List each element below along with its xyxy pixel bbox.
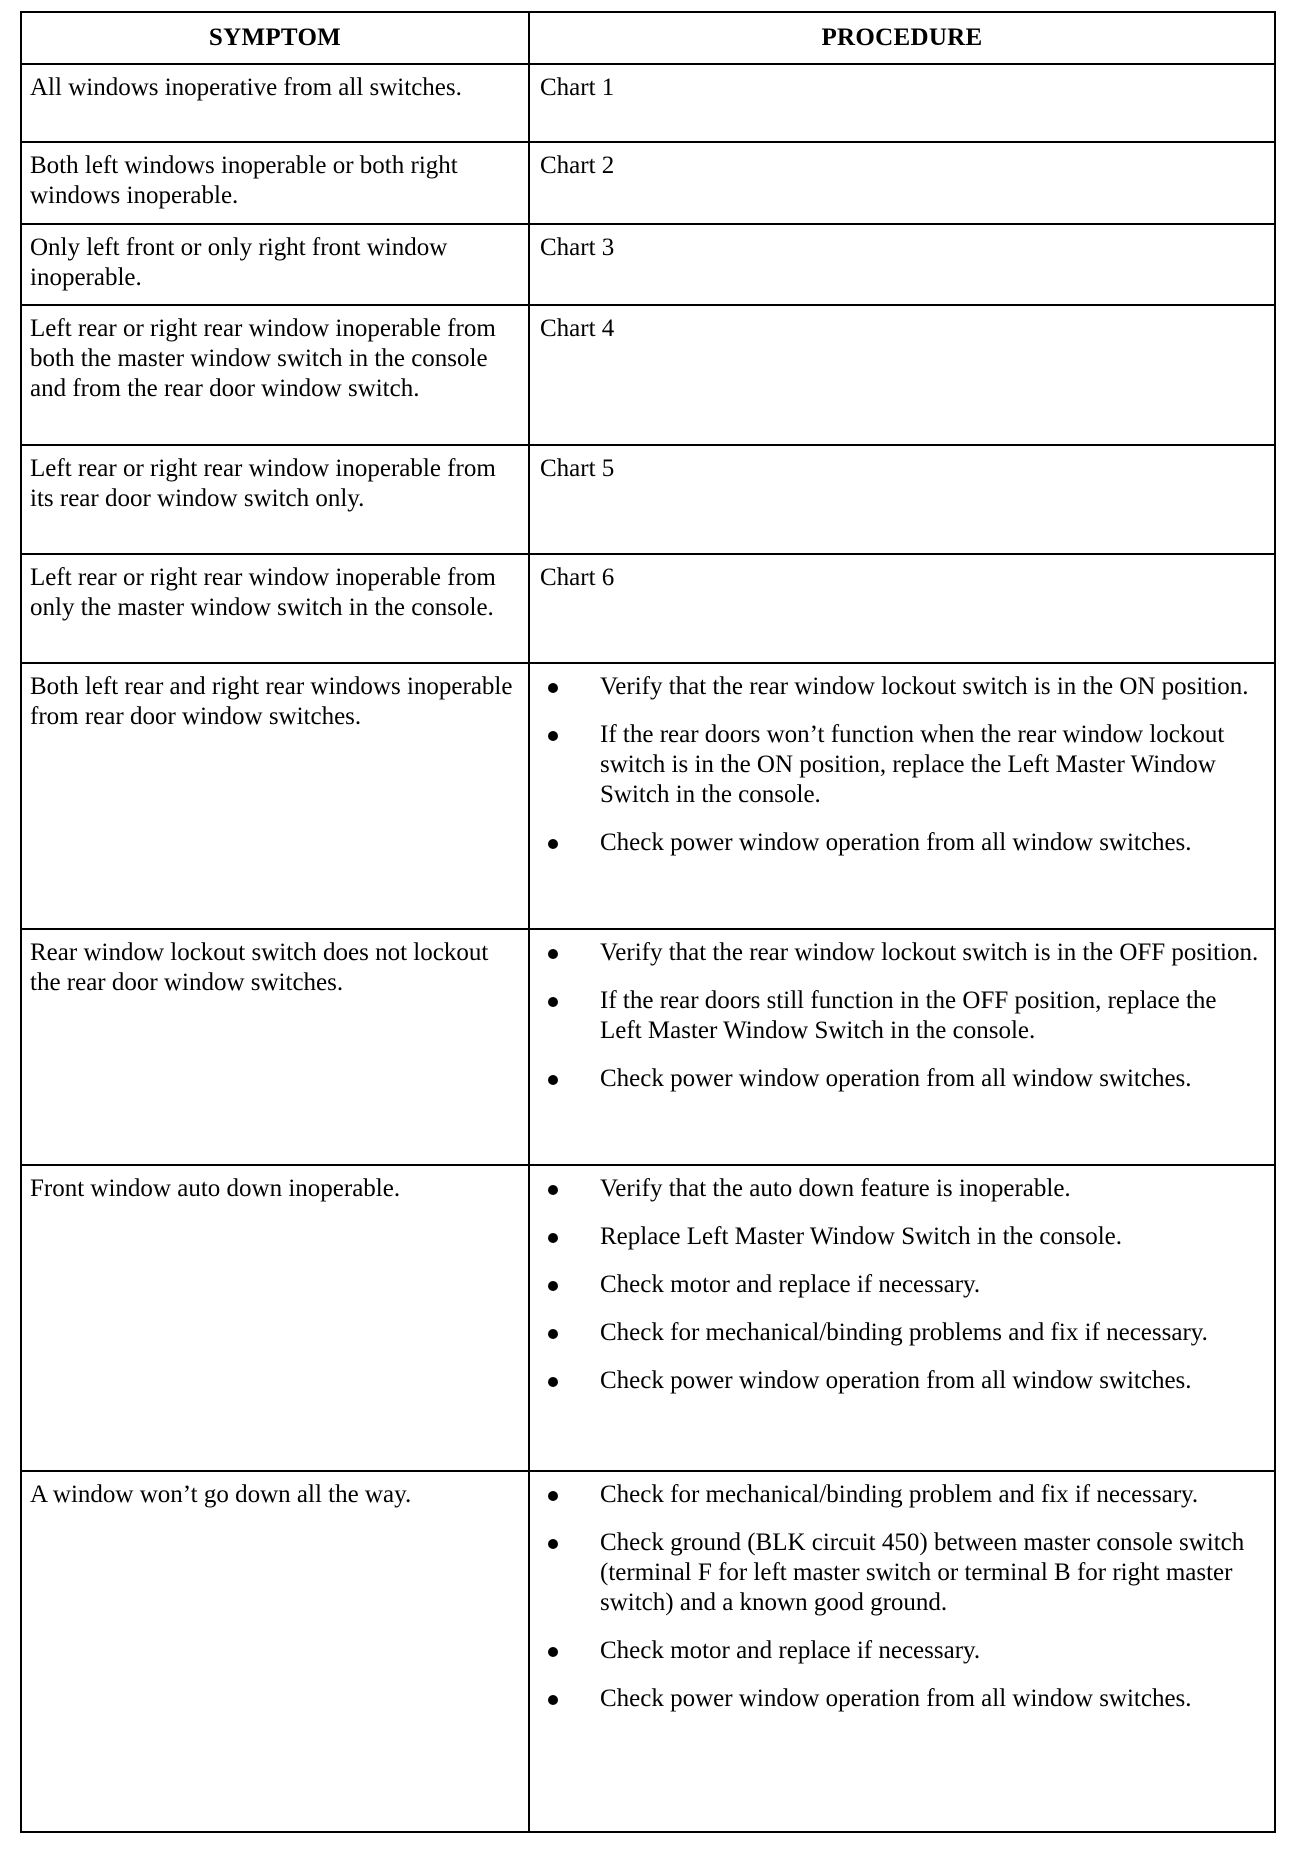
procedure-step (540, 938, 1260, 968)
symptom-cell: Rear window lockout switch does not lockout the rear door window switches. (21, 929, 529, 1164)
table-row (21, 445, 1275, 554)
bullet-icon (548, 1281, 558, 1291)
bullet-icon (548, 997, 558, 1007)
symptom-cell: All windows inoperative from all switches. (21, 64, 529, 142)
procedure-cell (529, 1165, 1275, 1471)
bullet-icon (548, 839, 558, 849)
procedure-step (540, 1366, 1260, 1396)
symptom-procedure-table (20, 11, 1276, 1833)
step-text: If the rear doors won’t function when the rear window lockout switch is in the ON position, replace the Left Master Window Switch in the console. (600, 720, 1225, 808)
symptom-header: SYMPTOM (21, 12, 529, 64)
bullet-icon (548, 1647, 558, 1657)
procedure-step (540, 672, 1260, 702)
step-text: If the rear doors still function in the OFF position, replace the Left Master Window Switch in the console. (600, 987, 1217, 1045)
table-row (21, 554, 1275, 662)
procedure-cell: Chart 6 (529, 554, 1275, 662)
symptom-cell: Both left rear and right rear windows inoperable from rear door window switches. (21, 663, 529, 930)
table-row (21, 142, 1275, 224)
bullet-icon (548, 949, 558, 959)
symptom-cell: Left rear or right rear window inoperable from only the master window switch in the console. (21, 554, 529, 662)
step-text: Replace Left Master Window Switch in the console. (600, 1222, 1123, 1250)
procedure-step (540, 1174, 1260, 1204)
bullet-icon (548, 683, 558, 693)
table-row (21, 1471, 1275, 1832)
procedure-step (540, 1636, 1260, 1666)
procedure-cell (529, 663, 1275, 930)
procedure-step (540, 986, 1260, 1046)
procedure-step (540, 828, 1260, 858)
procedure-step (540, 1270, 1260, 1300)
procedure-cell: Chart 1 (529, 64, 1275, 142)
table-row (21, 224, 1275, 306)
step-text: Check power window operation from all window switches. (600, 1684, 1192, 1712)
procedure-step (540, 1318, 1260, 1348)
symptom-cell: Front window auto down inoperable. (21, 1165, 529, 1471)
step-text: Check for mechanical/binding problem and fix if necessary. (600, 1480, 1199, 1508)
procedure-step (540, 1064, 1260, 1094)
table-row (21, 929, 1275, 1164)
symptom-cell: Only left front or only right front window inoperable. (21, 224, 529, 306)
step-text: Check ground (BLK circuit 450) between master console switch (terminal F for left master switch or terminal B for right master switch) and a known good ground. (600, 1528, 1245, 1616)
bullet-icon (548, 1377, 558, 1387)
bullet-icon (548, 1233, 558, 1243)
step-text: Check motor and replace if necessary. (600, 1270, 981, 1298)
step-text: Verify that the rear window lockout switch is in the ON position. (600, 672, 1249, 700)
procedure-steps (540, 1174, 1260, 1396)
step-text: Verify that the rear window lockout switch is in the OFF position. (600, 939, 1259, 967)
procedure-cell: Chart 3 (529, 224, 1275, 306)
bullet-icon (548, 1075, 558, 1085)
step-text: Check for mechanical/binding problems and fix if necessary. (600, 1318, 1208, 1346)
table-row (21, 663, 1275, 930)
procedure-step (540, 1528, 1260, 1618)
procedure-step (540, 1222, 1260, 1252)
procedure-cell (529, 929, 1275, 1164)
step-text: Check power window operation from all window switches. (600, 1065, 1192, 1093)
symptom-cell: Left rear or right rear window inoperable from both the master window switch in the console and from the rear door window switch. (21, 305, 529, 445)
step-text: Check motor and replace if necessary. (600, 1636, 981, 1664)
procedure-cell: Chart 4 (529, 305, 1275, 445)
procedure-cell: Chart 5 (529, 445, 1275, 554)
bullet-icon (548, 1539, 558, 1549)
procedure-step (540, 720, 1260, 810)
procedure-steps (540, 1480, 1260, 1714)
bullet-icon (548, 1329, 558, 1339)
symptom-cell: Both left windows inoperable or both right windows inoperable. (21, 142, 529, 224)
procedure-step (540, 1684, 1260, 1714)
bullet-icon (548, 1185, 558, 1195)
procedure-step (540, 1480, 1260, 1510)
procedure-steps (540, 672, 1260, 858)
symptom-cell: A window won’t go down all the way. (21, 1471, 529, 1832)
header-row (21, 12, 1275, 64)
bullet-icon (548, 1491, 558, 1501)
step-text: Check power window operation from all window switches. (600, 828, 1192, 856)
table-row (21, 1165, 1275, 1471)
procedure-cell: Chart 2 (529, 142, 1275, 224)
bullet-icon (548, 731, 558, 741)
procedure-cell (529, 1471, 1275, 1832)
procedure-header: PROCEDURE (529, 12, 1275, 64)
step-text: Check power window operation from all window switches. (600, 1366, 1192, 1394)
table-row (21, 305, 1275, 445)
symptom-cell: Left rear or right rear window inoperable from its rear door window switch only. (21, 445, 529, 554)
bullet-icon (548, 1695, 558, 1705)
table-row (21, 64, 1275, 142)
step-text: Verify that the auto down feature is inoperable. (600, 1174, 1071, 1202)
procedure-steps (540, 938, 1260, 1094)
